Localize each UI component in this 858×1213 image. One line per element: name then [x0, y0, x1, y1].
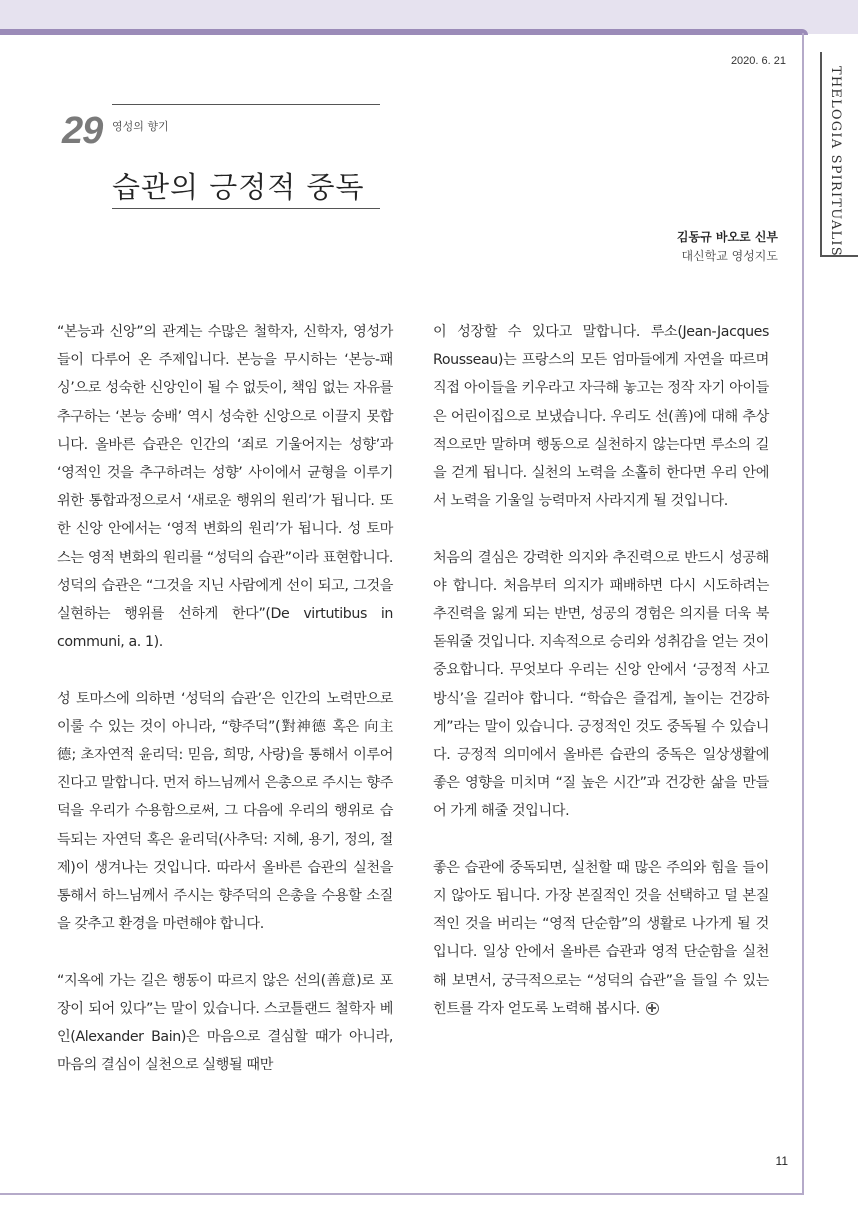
paragraph: 이 성장할 수 있다고 말합니다. 루소(Jean-Jacques Rousseau)는 프랑스의 모든 엄마들에게 자연을 따르며 직접 아이들을 키우라고 자극해 놓고는 정작 자기 아이들은 어린이집으로 보냈습니다. 우리도 선(善)에 대해 추상적으로만 말하며 행동으로 실천하지 않는다면 루소의 길을 걷게 됩니다. 실천의 노력을 소홀히 한다면 우리 안에서 노력을 기울일 능력마저 사라지게 될 것입니다. — [433, 324, 769, 510]
paragraph: 성 토마스에 의하면 ‘성덕의 습관’은 인간의 노력만으로 이룰 수 있는 것이 아니라, “향주덕”(對神德 혹은 向主德; 초자연적 윤리덕: 믿음, 희망, 사랑)을 통해서 이루어진다고 말합니다. 먼저 하느님께서 은총으로 주시는 향주덕을 우리가 수용함으로써, 그 다음에 우리의 행위로 습득되는 자연덕 혹은 윤리덕(사추덕: 지혜, 용기, 정의, 절제)이 생겨나는 것입니다. 따라서 올바른 습관의 실천을 통해서 하느님께서 주시는 향주덕의 은총을 수용할 소질을 갖추고 환경을 마련해야 합니다. — [57, 690, 393, 933]
paragraph-last — [433, 854, 769, 1023]
article-number: 29 — [62, 110, 103, 152]
body-column-right — [433, 318, 769, 1051]
paragraph: “지옥에 가는 길은 행동이 따르지 않은 선의(善意)로 포장이 되어 있다”는 말이 있습니다. 스코틀랜드 철학자 베인(Alexander Bain)은 마음으로 결심할 때가 아니라, 마음의 결심이 실천으로 실행될 때만 — [57, 972, 393, 1074]
paragraph-text: 좋은 습관에 중독되면, 실천할 때 많은 주의와 힘을 들이지 않아도 됩니다. 가장 본질적인 것을 선택하고 덜 본질적인 것을 버리는 “영적 단순함”의 생활로 나가게 될 것입니다. 일상 안에서 올바른 습관과 영적 단순함을 실천해 보면서, 궁극적으로는 “성덕의 습관”을 들일 수 있는 힌트를 각자 얻도록 노력해 봅시다. — [433, 859, 769, 1017]
paragraph: 처음의 결심은 강력한 의지와 추진력으로 반드시 성공해야 합니다. 처음부터 의지가 패배하면 다시 시도하려는 추진력을 잃게 되는 반면, 성공의 경험은 의지를 더욱 북돋워줄 것입니다. 지속적으로 승리와 성취감을 얻는 것이 중요합니다. 무엇보다 우리는 신앙 안에서 ‘긍정적 사고방식’을 길러야 합니다. “학습은 즐겁게, 놀이는 건강하게”라는 말이 있습니다. 긍정적인 것도 중독될 수 있습니다. 긍정적 의미에서 올바른 습관의 중독은 일상생활에 좋은 영향을 미치며 “질 높은 시간”과 건강한 삶을 만들어 가게 해줄 것입니다. — [433, 549, 769, 820]
author-name: 김동규 바오로 신부 — [676, 230, 778, 244]
author-block — [677, 228, 778, 266]
article-title: 습관의 긍정적 중독 — [112, 170, 365, 204]
paragraph: “본능과 신앙”의 관계는 수많은 철학자, 신학자, 영성가들이 다루어 온 주제입니다. 본능을 무시하는 ‘본능-패싱’으로 성숙한 신앙인이 될 수 없듯이, 책임 없는 자유를 추구하는 ‘본능 숭배’ 역시 성숙한 신앙으로 이끌지 못합니다. 올바른 습관은 인간의 ‘죄로 기울어지는 성향’과 ‘영적인 것을 추구하려는 성향’ 사이에서 균형을 이루기 위한 통합과정으로서 ‘새로운 행위의 원리’가 됩니다. 또한 신앙 안에서는 ‘영적 변화의 원리’가 됩니다. 성 토마스는 영적 변화의 원리를 “성덕의 습관”이라 표현합니다. 성덕의 습관은 “그것을 지닌 사람에게 선이 되고, 그것을 실현하는 행위를 선하게 한다”(De virtutibus in communi, a. 1). — [57, 324, 393, 651]
side-label: THELOGIA SPIRITUALIS — [828, 66, 843, 257]
title-bottom-rule — [112, 208, 380, 209]
top-rule — [0, 29, 808, 35]
title-top-rule — [112, 104, 380, 105]
right-border-rule — [802, 33, 804, 1195]
bottom-border-rule — [0, 1193, 804, 1195]
body-column-left — [57, 318, 393, 1108]
page-number: 11 — [775, 1154, 788, 1168]
end-mark-icon — [646, 1002, 659, 1015]
issue-date: 2020. 6. 21 — [730, 55, 786, 67]
series-name: 영성의 향기 — [112, 120, 169, 133]
author-role: 대신학교 영성지도 — [681, 249, 778, 263]
